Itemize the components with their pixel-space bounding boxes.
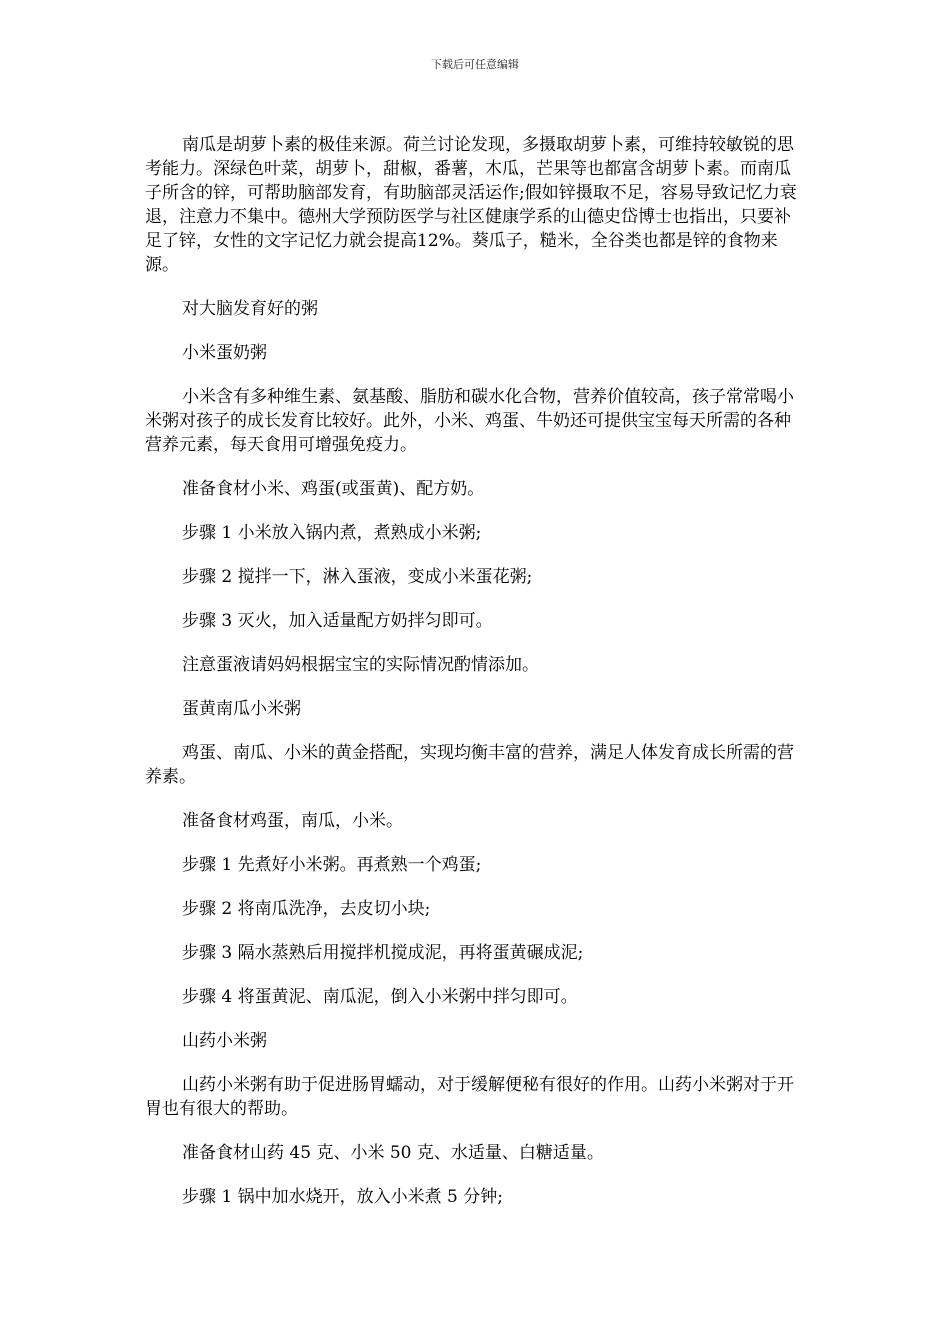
recipe-ingredients: 准备食材小米、鸡蛋(或蛋黄)、配方奶。 [182,479,485,499]
recipe-description: 山药小米粥有助于促进肠胃蠕动，对于缓解便秘有很好的作用。山药小米粥对于开胃也有很大的帮助。 [145,1075,794,1119]
recipe-note: 注意蛋液请妈妈根据宝宝的实际情况酌情添加。 [182,655,539,675]
recipe-ingredients: 准备食材鸡蛋，南瓜，小米。 [182,811,403,831]
recipe-step: 步骤 1 小米放入锅内煮，煮熟成小米粥; [182,523,482,543]
page-header: 下载后可任意编辑 [431,58,519,71]
recipe-step: 步骤 1 锅中加水烧开，放入小米煮 5 分钟; [182,1187,503,1207]
document-body [145,133,805,1209]
recipe-ingredients: 准备食材山药 45 克、小米 50 克、水适量、白糖适量。 [182,1143,604,1163]
recipe-step: 步骤 2 将南瓜洗净，去皮切小块; [182,899,431,919]
recipe-step: 步骤 1 先煮好小米粥。再煮熟一个鸡蛋; [182,855,482,875]
recipe-title-yolk-pumpkin-millet: 蛋黄南瓜小米粥 [182,699,301,719]
section-heading-brain-porridge: 对大脑发育好的粥 [182,299,318,319]
recipe-description: 小米含有多种维生素、氨基酸、脂肪和碳水化合物，营养价值较高，孩子常常喝小米粥对孩子的成长发育比较好。此外，小米、鸡蛋、牛奶还可提供宝宝每天所需的各种营养元素，每天食用可增强免疫力。 [145,387,794,455]
recipe-step: 步骤 3 隔水蒸熟后用搅拌机搅成泥，再将蛋黄碾成泥; [182,943,584,963]
recipe-title-yam-millet: 山药小米粥 [182,1031,267,1051]
recipe-step: 步骤 3 灭火，加入适量配方奶拌匀即可。 [182,611,493,631]
recipe-description: 鸡蛋、南瓜、小米的黄金搭配，实现均衡丰富的营养，满足人体发育成长所需的营养素。 [145,743,794,787]
recipe-step: 步骤 2 搅拌一下，淋入蛋液，变成小米蛋花粥; [182,567,533,587]
recipe-step: 步骤 4 将蛋黄泥、南瓜泥，倒入小米粥中拌匀即可。 [182,987,578,1007]
paragraph-pumpkin-intro: 南瓜是胡萝卜素的极佳来源。荷兰讨论发现，多摄取胡萝卜素，可维持较敏锐的思考能力。深绿色叶菜，胡萝卜，甜椒，番薯，木瓜，芒果等也都富含胡萝卜素。而南瓜子所含的锌，可帮助脑部发育，有助脑部灵活运作;假如锌摄取不足，容易导致记忆力衰退，注意力不集中。德州大学预防医学与社区健康学系的山德史岱博士也指出，只要补足了锌，女性的文字记忆力就会提高12%。葵瓜子，糙米，全谷类也都是锌的食物来源。 [145,135,797,275]
recipe-title-millet-egg-milk: 小米蛋奶粥 [182,343,267,363]
